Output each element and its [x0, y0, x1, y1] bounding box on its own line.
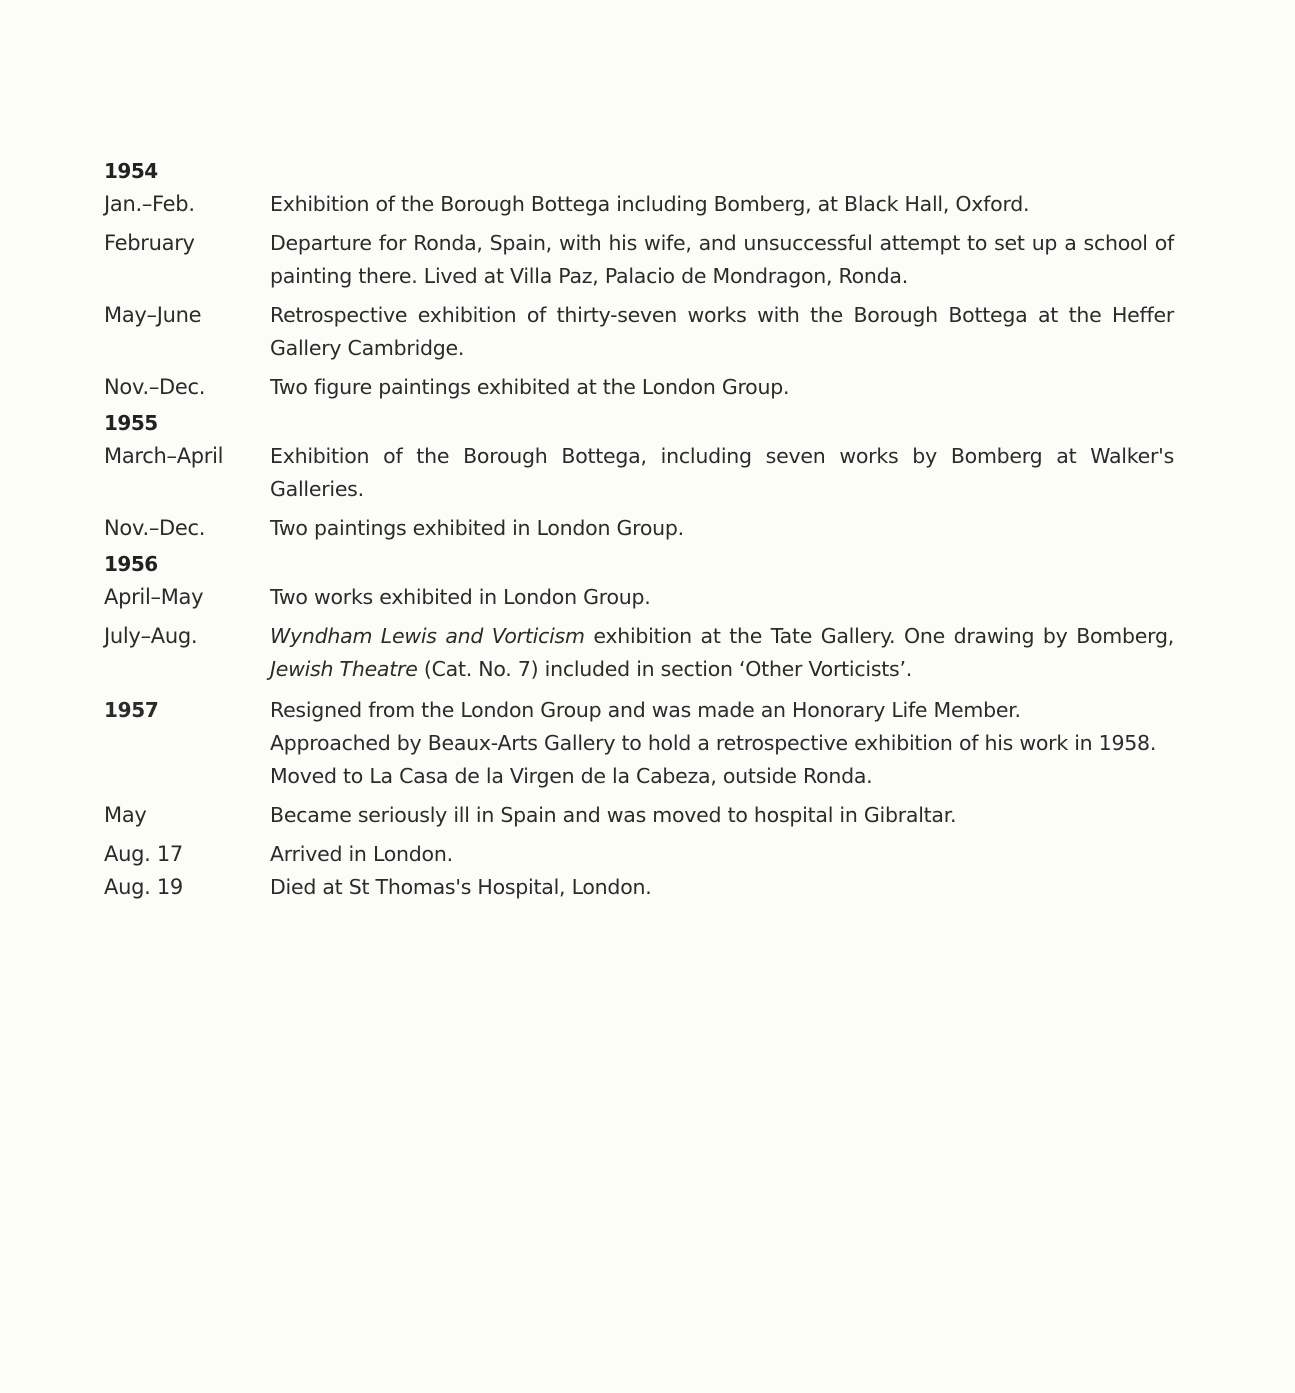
- artwork-title: Jewish Theatre: [270, 657, 418, 681]
- entry-description: Exhibition of the Borough Bottega including Bomberg, at Black Hall, Oxford.: [270, 192, 1030, 216]
- entry-date: February: [104, 231, 195, 255]
- entry-description: [270, 620, 1174, 686]
- year-section-1954: [104, 158, 1174, 404]
- entry-text: exhibition at the Tate Gallery. One drawing by Bomberg,: [584, 624, 1174, 648]
- timeline-entry: [104, 512, 1174, 545]
- entry-description: Departure for Ronda, Spain, with his wife, and unsuccessful attempt to set up a school of painting there. Lived at Villa Paz, Palacio de Mondragon, Ronda.: [270, 231, 1174, 288]
- year-heading: 1956: [104, 552, 158, 576]
- year-heading: 1957: [104, 698, 159, 722]
- exhibition-title: Wyndham Lewis and Vorticism: [270, 624, 585, 648]
- timeline-entry: [104, 799, 1174, 832]
- entry-description: Two works exhibited in London Group.: [270, 585, 651, 609]
- entry-date: May: [104, 803, 147, 827]
- entry-text: Moved to La Casa de la Virgen de la Cabeza, outside Ronda.: [270, 764, 873, 788]
- entry-text: (Cat. No. 7) included in section ‘Other Vorticists’.: [417, 657, 913, 681]
- entry-date: Nov.–Dec.: [104, 516, 206, 540]
- year-section-1957: [104, 694, 1174, 904]
- entry-text: Approached by Beaux-Arts Gallery to hold a retrospective exhibition of his work in 1958.: [270, 731, 1157, 755]
- entry-date: April–May: [104, 585, 204, 609]
- entry-date: Aug. 19: [104, 875, 183, 899]
- entry-description: Arrived in London.: [270, 842, 453, 866]
- entry-date: July–Aug.: [104, 624, 198, 648]
- entry-description: Two figure paintings exhibited at the London Group.: [270, 375, 790, 399]
- entry-description: Retrospective exhibition of thirty-seven works with the Borough Bottega at the Heffer Gallery Cambridge.: [270, 303, 1174, 360]
- timeline-entry: [104, 581, 1174, 614]
- timeline-entry: [104, 838, 1174, 871]
- timeline-entry: [104, 371, 1174, 404]
- entry-description: [270, 694, 1174, 793]
- timeline-entry: [104, 188, 1174, 221]
- chronology-page: [104, 158, 1174, 904]
- entry-date: Jan.–Feb.: [104, 192, 195, 216]
- timeline-entry: [104, 440, 1174, 506]
- entry-date: Nov.–Dec.: [104, 375, 206, 399]
- entry-description: Died at St Thomas's Hospital, London.: [270, 875, 652, 899]
- year-heading: 1954: [104, 159, 158, 183]
- entry-description: Became seriously ill in Spain and was moved to hospital in Gibraltar.: [270, 803, 957, 827]
- timeline-entry: [104, 299, 1174, 365]
- entry-description: Two paintings exhibited in London Group.: [270, 516, 684, 540]
- timeline-entry: [104, 871, 1174, 904]
- entry-date: March–April: [104, 444, 224, 468]
- entry-date: Aug. 17: [104, 842, 183, 866]
- timeline-entry: [104, 694, 1174, 793]
- entry-date: May–June: [104, 303, 202, 327]
- entry-text: Resigned from the London Group and was made an Honorary Life Member.: [270, 698, 1021, 722]
- timeline-entry: [104, 620, 1174, 686]
- entry-description: Exhibition of the Borough Bottega, including seven works by Bomberg at Walker's Galleries.: [270, 444, 1174, 501]
- year-heading: 1955: [104, 411, 158, 435]
- year-section-1955: [104, 410, 1174, 545]
- timeline-entry: [104, 227, 1174, 293]
- year-section-1956: [104, 551, 1174, 686]
